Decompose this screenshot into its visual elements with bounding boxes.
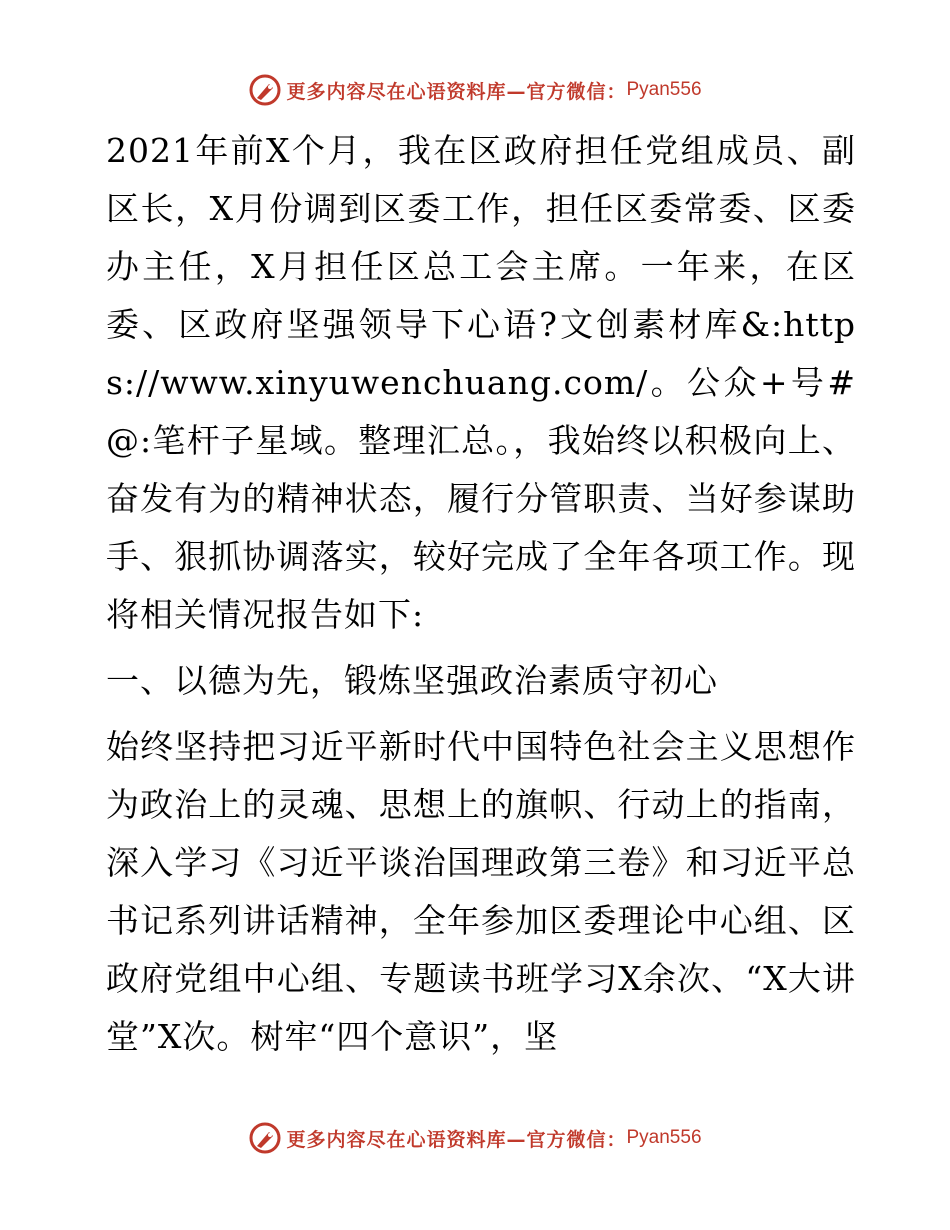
section-heading-1: 一、以德为先，锻炼坚强政治素质守初心 [106, 661, 718, 700]
watermark-text: 更多内容尽在心语资料库—官方微信： [286, 80, 627, 103]
paragraph-intro: 2021年前X个月，我在区政府担任党组成员、副区长，X月份调到区委工作，担任区委常委、区委办主任，X月担任区总工会主席。一年来，在区委、区政府坚强领导下心语?文创素材库&:https://www.xinyuwenchuang.com/。公众+号#@:笔杆子星域。整理汇总。，我始终以积极向上、奋发有为的精神状态，履行分管职责、当好参谋助手、狠抓协调落实，较好完成了全年各项工作。现将相关情况报告如下: [106, 131, 856, 634]
watermark-footer [0, 1118, 950, 1158]
pen-nib-logo-icon [248, 1121, 282, 1155]
watermark-id: Pyan556 [626, 79, 702, 100]
watermark-header [0, 70, 950, 110]
document-body [96, 122, 856, 1066]
watermark-text: 更多内容尽在心语资料库—官方微信： [286, 1128, 627, 1151]
pen-nib-logo-icon [248, 73, 282, 107]
paragraph-section-1: 始终坚持把习近平新时代中国特色社会主义思想作为政治上的灵魂、思想上的旗帜、行动上的指南，深入学习《习近平谈治国理政第三卷》和习近平总书记系列讲话精神，全年参加区委理论中心组、区政府党组中心组、专题读书班学习X余次、“X大讲堂”X次。树牢“四个意识”，坚 [106, 727, 856, 1056]
watermark-id: Pyan556 [626, 1127, 702, 1148]
